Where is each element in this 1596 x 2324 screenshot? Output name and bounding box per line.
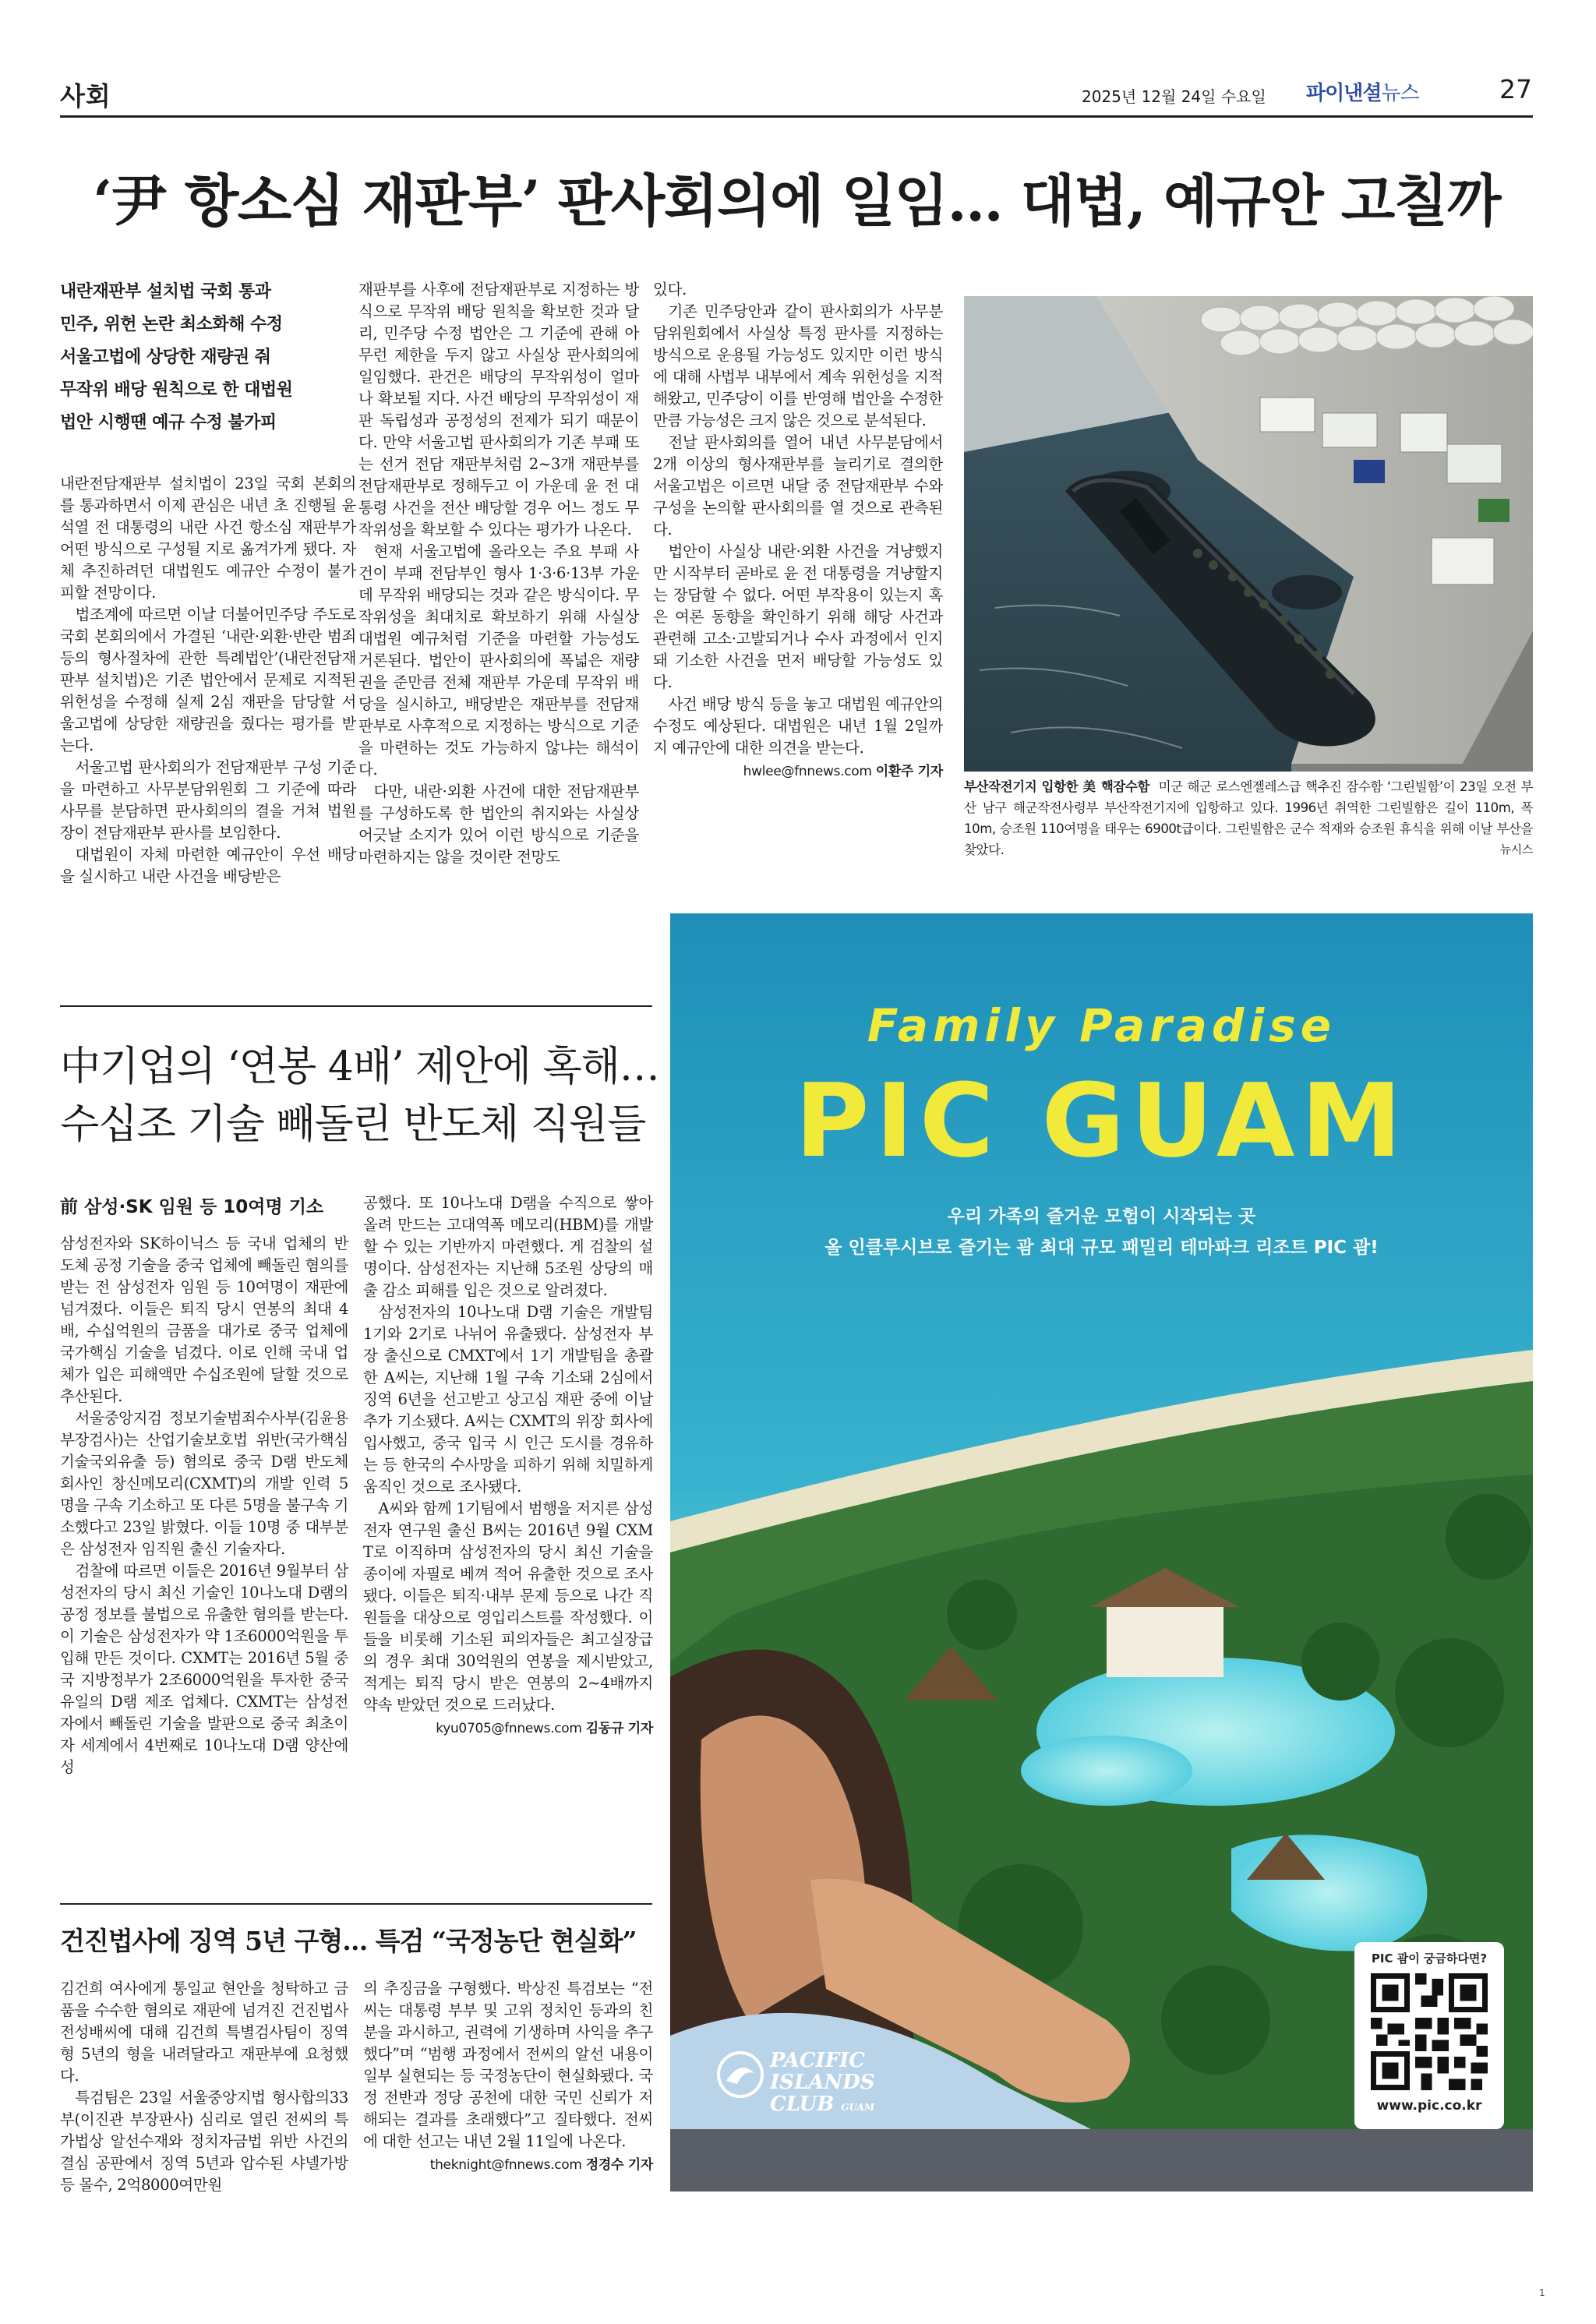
caption-title: 부산작전기지 입항한 美 핵잠수함 bbox=[964, 779, 1149, 794]
paragraph: 현재 서울고법에 올라오는 주요 부패 사건이 부패 전담부인 형사 1·3·6·13부 가운데 무작위 배당되는 것과 같은 방식이다. 무작위성을 최대치로 확보하기 위해 사실상 대법원 예규처럼 기준을 마련할 가능성도 거론된다. 법안이 판사회의에 폭넓은 재량권을 준만큼 전체 재판부 가운데 무작위 배당을 실시하고, 배당받은 재판부를 전담재판부로 사후적으로 지정하는 방식으로 기준을 마련하는 것도 가능하지 않냐는 해석이다. bbox=[358, 542, 639, 779]
qr-title: PIC 괌이 궁금하다면? bbox=[1371, 1951, 1488, 1966]
article2-headline-line2: 수십조 기술 빼돌린 반도체 직원들 bbox=[60, 1101, 646, 1148]
article1-col3 bbox=[653, 279, 943, 782]
article3-byline bbox=[363, 2154, 653, 2176]
qr-panel[interactable] bbox=[1354, 1942, 1504, 2129]
brand-logo bbox=[1306, 77, 1419, 106]
pic-guam-ad[interactable] bbox=[670, 913, 1533, 2192]
article1-col1 bbox=[60, 473, 356, 888]
paragraph: 사건 배당 방식 등을 놓고 대법원 예규안의 수정도 예상된다. 대법원은 내년 1월 2일까지 예규안에 대한 의견을 받는다. bbox=[653, 695, 943, 757]
paragraph: 김건희 여사에게 통일교 현안을 청탁하고 금품을 수수한 혐의로 재판에 넘겨진 건진법사 전성배씨에 대해 김건희 특별검사팀이 징역형 5년의 형을 내려달라고 재판부에 요청했다. bbox=[60, 1980, 348, 2085]
paragraph: 법조계에 따르면 이날 더불어민주당 주도로 국회 본회의에서 가결된 ‘내란·외환·반란 범죄 등의 형사절차에 관한 특례법안’(내란전담재판부 설치법)은 기존 법안에서 문제로 지적된 위헌성을 수정해 실제 2심 재판을 담당할 서울고법에 상당한 재량권을 줬다는 평가를 받는다. bbox=[60, 606, 356, 754]
pic-logo-icon bbox=[717, 2051, 764, 2098]
pic-logo-text bbox=[770, 2050, 874, 2118]
article2-col1 bbox=[60, 1233, 348, 1778]
pic-logo-sub: GUAM bbox=[841, 2102, 875, 2113]
paragraph: 특검팀은 23일 서울중앙지법 형사합의33부(이진관 부장판사) 심리로 열린 전씨의 특가법상 알선수재와 정치자금법 위반 사건의 결심 공판에서 징역 5년과 압수된 샤넬가방 등 몰수, 2억8000여만원 bbox=[60, 2089, 348, 2194]
byline-email: theknight@fnnews.com bbox=[429, 2157, 582, 2173]
subhead-line: 법안 시행땐 예규 수정 불가피 bbox=[60, 413, 277, 433]
submarine-photo bbox=[964, 296, 1533, 772]
paragraph: 서울중앙지검 정보기술범죄수사부(김윤용 부장검사)는 산업기술보호법 위반(국가핵심기술국외유출 등) 혐의로 중국 D램 반도체 회사인 창신메모리(CXMT)의 개발 인력 5명을 구속 기소하고 또 다른 5명을 불구속 기소했다고 23일 밝혔다. 이들 10명 중 대부분은 삼성전자 임직원 출신 기술자다. bbox=[60, 1409, 348, 1558]
byline-email: kyu0705@fnnews.com bbox=[436, 1721, 582, 1736]
article3-col1 bbox=[60, 1978, 348, 2196]
subhead-line: 민주, 위헌 논란 최소화해 수정 bbox=[60, 315, 283, 334]
article1-col2 bbox=[358, 279, 639, 868]
pic-logo-line2: ISLANDS bbox=[770, 2071, 875, 2094]
footer-mark: 1 bbox=[1539, 2287, 1545, 2298]
paragraph: 다만, 내란·외환 사건에 대한 전담재판부를 구성하도록 한 법안의 취지와는 사실상 어긋날 소지가 있어 이런 방식으로 기준을 마련하지는 않을 것이란 전망도 bbox=[358, 782, 639, 866]
paragraph: 서울고법 판사회의가 전담재판부 구성 기준을 마련하고 사무분담위원회 그 기준에 따라 사무를 분담하면 판사회의의 결을 거쳐 법원장이 전담재판부 판사를 보임한다. bbox=[60, 758, 356, 842]
byline-email: hwlee@fnnews.com bbox=[743, 764, 872, 779]
byline-name: 이환주 기자 bbox=[875, 764, 943, 779]
byline-name: 정경수 기자 bbox=[585, 2157, 653, 2173]
subhead-line: 서울고법에 상당한 재량권 줘 bbox=[60, 348, 271, 367]
brand-logo-sub: 뉴스 bbox=[1381, 82, 1419, 105]
ad-title: PIC GUAM bbox=[795, 1061, 1408, 1180]
article1-headline: ‘尹 항소심 재판부’ 판사회의에 일임… 대법, 예규안 고칠까 bbox=[93, 168, 1500, 234]
pic-logo-line1: PACIFIC bbox=[770, 2049, 866, 2072]
article2-col2 bbox=[363, 1192, 653, 1739]
article3-headline: 건진법사에 징역 5년 구형… 특검 “국정농단 현실화” bbox=[60, 1926, 637, 1956]
pacific-islands-club-logo bbox=[717, 2051, 888, 2153]
subhead-line: 무작위 배당 원칙으로 한 대법원 bbox=[60, 380, 293, 400]
qr-code-icon bbox=[1371, 1973, 1488, 2090]
pic-logo-line3 bbox=[770, 2093, 874, 2118]
paragraph: 공했다. 또 10나노대 D램을 수직으로 쌓아 올려 만드는 고대역폭 메모리(HBM)를 개발할 수 있는 기반까지 마련했다. 게 검찰의 설명이다. 삼성전자는 지난해 5조원 상당의 매출 감소 피해를 입은 것으로 알려졌다. bbox=[363, 1194, 653, 1299]
section-divider bbox=[60, 1005, 652, 1007]
subhead-line: 내란재판부 설치법 국회 통과 bbox=[60, 282, 271, 302]
paragraph: 대법원이 자체 마련한 예규안이 우선 배당을 실시하고 내란 사건을 배당받은 bbox=[60, 846, 356, 885]
paragraph: A씨와 함께 1기팀에서 범행을 저지른 삼성전자 연구원 출신 B씨는 2016년 9월 CXMT로 이직하며 삼성전자의 당시 최신 기술을 종이에 자필로 베껴 적어 유출한 것으로 조사됐다. 이들은 퇴직·내부 문제 등으로 나간 직원들을 대상으로 영입리스트를 작성했다. 이들을 비롯해 기소된 피의자들은 최고실장급의 경우 최대 30억원의 연봉을 제시받았고, 적게는 퇴직 당시 받은 연봉의 2~4배까지 약속 받았던 것으로 드러났다. bbox=[363, 1499, 653, 1714]
caption-text: 미군 해군 로스엔젤레스급 핵추진 잠수함 ‘그린빌함’이 23일 오전 부산 남구 해군작전사령부 부산작전기지에 입항하고 있다. 1996년 취역한 그린빌함은 길이 110m, 폭 10m, 승조원 110여명을 태우는 6900t급이다. 그린빌함은 군수 적재와 승조원 휴식을 위해 이날 부산을 찾았다. bbox=[964, 779, 1533, 857]
brand-logo-main: 파이낸셜 bbox=[1306, 82, 1382, 105]
paragraph: 내란전담재판부 설치법이 23일 국회 본회의를 통과하면서 이제 관심은 내년 초 진행될 윤석열 전 대통령의 내란 사건 항소심 재판부가 어떤 방식으로 구성될 지로 옮겨가게 됐다. 자체 추진하려던 대법원도 예규안 수정이 불가피할 전망이다. bbox=[60, 475, 356, 602]
photo-credit: 뉴시스 bbox=[1499, 842, 1533, 856]
paragraph: 법안이 사실상 내란·외환 사건을 겨냥했지만 시작부터 곧바로 윤 전 대통령을 겨냥할지는 장담할 수 없다. 어떤 부작용이 있는지 혹은 여론 동향을 확인하기 위해 해당 사건과 관련해 고소·고발되거나 수사 과정에서 인지돼 기소한 사건을 먼저 배당할 가능성도 있다. bbox=[653, 542, 943, 691]
article1-subheads bbox=[60, 276, 356, 440]
page-number: 27 bbox=[1499, 74, 1532, 104]
paragraph: 삼성전자와 SK하이닉스 등 국내 업체의 반도체 공정 기술을 중국 업체에 빼돌린 혐의를 받는 전 삼성전자 임원 등 10여명이 재판에 넘겨졌다. 이들은 퇴직 당시 연봉의 최대 4배, 수십억원의 금품을 대가로 중국 업체에 국가핵심 기술을 넘겼다. 이로 인해 국내 업체가 입은 피해액만 수십조원에 달할 것으로 추산된다. bbox=[60, 1234, 348, 1405]
article2-headline bbox=[60, 1038, 668, 1153]
article2-headline-line1: 中기업의 ‘연봉 4배’ 제안에 혹해… bbox=[60, 1044, 659, 1090]
ad-desc2: 올 인클루시브로 즐기는 괌 최대 규모 패밀리 테마파크 리조트 PIC 괌! bbox=[824, 1238, 1379, 1258]
submarine-photo-graphic bbox=[964, 296, 1533, 772]
photo-caption bbox=[964, 776, 1533, 860]
header-rule bbox=[60, 115, 1533, 118]
paragraph: 기존 민주당안과 같이 판사회의가 사무분담위원회에서 사실상 특정 판사를 지정하는 방식으로 운용될 가능성도 있지만 이런 방식에 대해 사법부 내부에서 계속 위헌성을 지적해왔고, 민주당이 이를 반영해 법안을 수정한 만큼 가능성은 크지 않은 것으로 분석된다. bbox=[653, 302, 943, 429]
issue-date: 2025년 12월 24일 수요일 bbox=[1082, 87, 1266, 106]
paragraph: 전날 판사회의를 열어 내년 사무분담에서 2개 이상의 형사재판부를 늘리기로 결의한 서울고법은 이르면 내달 중 전담재판부 수와 구성을 논의할 판사회의를 열 것으로 관측된다. bbox=[653, 433, 943, 539]
article3-col2 bbox=[363, 1978, 653, 2176]
article2-subhead: 前 삼성·SK 임원 등 10여명 기소 bbox=[60, 1197, 324, 1217]
ad-tagline: Family Paradise bbox=[867, 999, 1336, 1052]
ad-desc1: 우리 가족의 즐거운 모험이 시작되는 곳 bbox=[947, 1206, 1256, 1227]
qr-url[interactable]: www.pic.co.kr bbox=[1376, 2098, 1482, 2114]
section-divider bbox=[60, 1903, 652, 1905]
article2-byline bbox=[363, 1718, 653, 1739]
section-label: 사회 bbox=[60, 81, 111, 111]
paragraph: 검찰에 따르면 이들은 2016년 9월부터 삼성전자의 당시 최신 기술인 10나노대 D램의 공정 정보를 불법으로 유출한 혐의를 받는다. 이 기술은 삼성전자가 약 1조6000억원을 투입해 만든 것이다. CXMT는 2016년 5월 중국 지방정부가 2조6000억원을 투자한 중국 유일의 D램 제조 업체다. CXMT는 삼성전자에서 빼돌린 기술을 발판으로 중국 최초이자 세계에서 4번째로 10나노대 D램 양산에 성 bbox=[60, 1562, 348, 1776]
paragraph: 있다. bbox=[653, 281, 687, 298]
byline-name: 김동규 기자 bbox=[585, 1721, 653, 1736]
article1-byline bbox=[653, 761, 943, 782]
pic-logo-line3-main: CLUB bbox=[770, 2093, 835, 2116]
paragraph: 의 추징금을 구형했다. 박상진 특검보는 “전씨는 대통령 부부 및 고위 정치인 등과의 친분을 과시하고, 권력에 기생하며 사익을 추구했다”며 “범행 과정에서 전씨의 알선 내용이 일부 실현되는 등 국정농단이 현실화됐다. 국정 전반과 정당 공천에 대한 국민 신뢰가 저해되는 결과를 초래했다”고 질타했다. 전씨에 대한 선고는 내년 2월 11일에 나온다. bbox=[363, 1980, 653, 2150]
paragraph: 삼성전자의 10나노대 D램 기술은 개발팀 1기와 2기로 나뉘어 유출됐다. 삼성전자 부장 출신으로 CMXT에서 1기 개발팀을 총괄한 A씨는, 지난해 1월 구속 기소돼 2심에서 징역 6년을 선고받고 상고심 재판 중에 이날 추가 기소됐다. A씨는 CXMT의 위장 회사에 입사했고, 중국 입국 시 인근 도시를 경유하는 등 한국의 수사망을 피하기 위해 치밀하게 움직인 것으로 조사됐다. bbox=[363, 1303, 653, 1496]
paragraph: 재판부를 사후에 전담재판부로 지정하는 방식으로 무작위 배당 원칙을 확보한 것과 달리, 민주당 수정 법안은 그 기준에 관해 아무런 제한을 두지 않고 사실상 판사회의에 일임했다. 관건은 배당의 무작위성이 얼마나 확보될 지다. 사건 배당의 무작위성이 재판 독립성과 공정성의 전제가 되기 때문이다. 만약 서울고법 판사회의가 기존 부패 또는 선거 전담 재판부처럼 2~3개 재판부를 전담재판부로 정해두고 이 가운데 윤 전 대통령 사건을 전산 배당할 경우 어느 정도 무작위성을 확보할 수 있다는 평가가 나온다. bbox=[358, 281, 639, 539]
